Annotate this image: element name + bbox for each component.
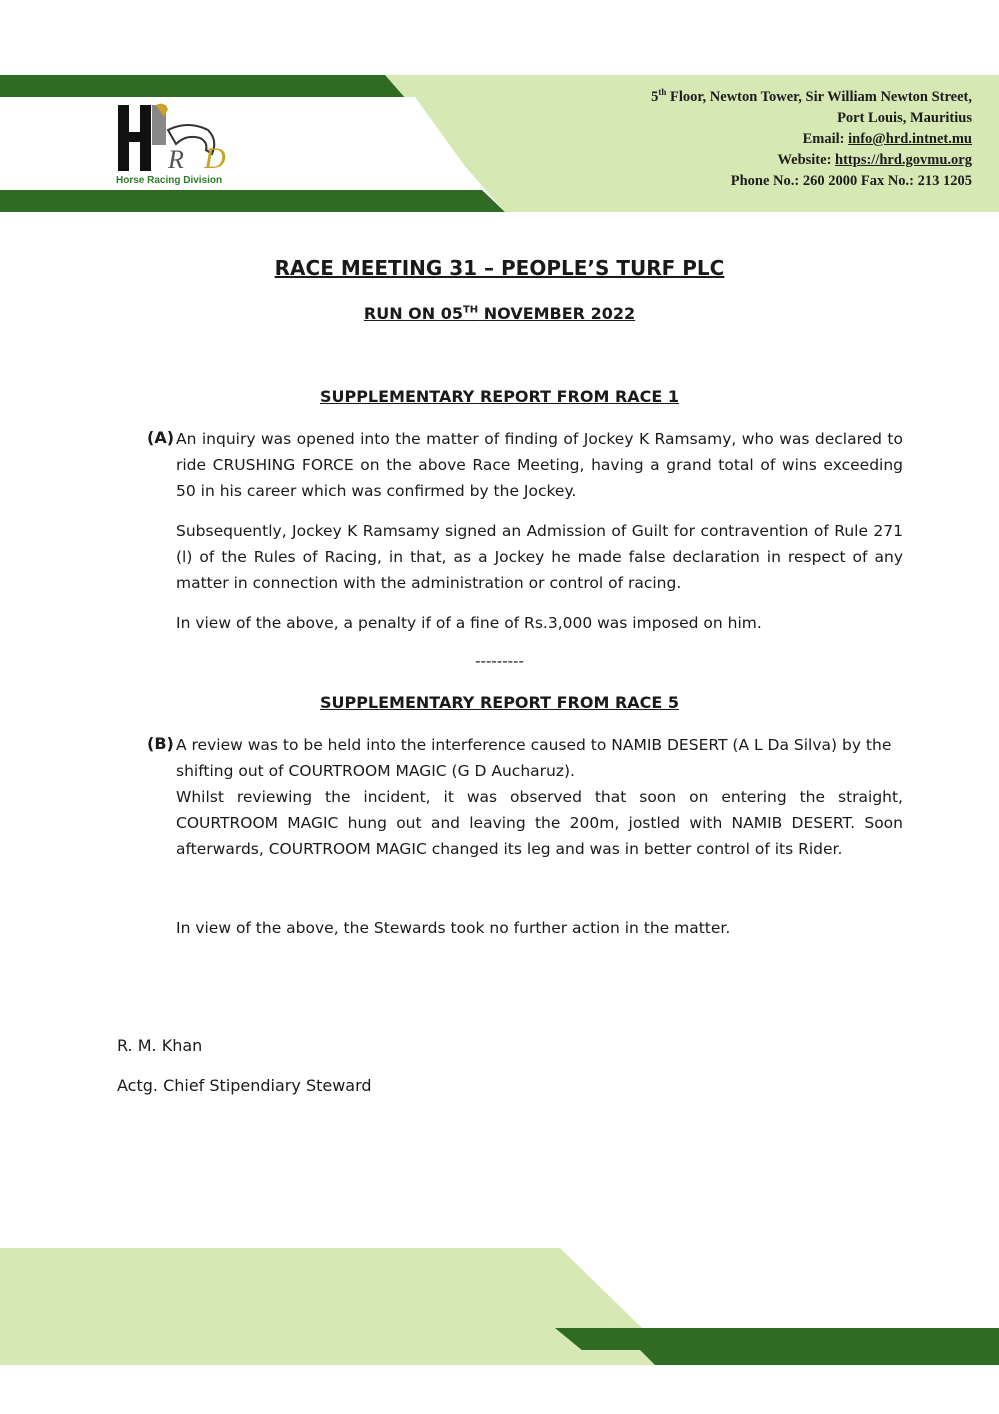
svg-text:R: R — [168, 145, 184, 174]
website-link[interactable]: https://hrd.govmu.org — [835, 151, 972, 168]
item-label-a: (A) — [147, 428, 175, 447]
logo-caption: Horse Racing Division — [116, 175, 223, 186]
address-line-1: 5th Floor, Newton Tower, Sir William Newton Street, — [651, 87, 972, 105]
paragraph-a-1: An inquiry was opened into the matter of finding of Jockey K Ramsamy, who was declared to ride CRUSHING FORCE on the above Race Meeting, having a grand total of wins exceeding 50 in his career which was confirmed by the Jockey. — [176, 430, 903, 500]
email-link[interactable]: info@hrd.intnet.mu — [848, 130, 972, 147]
website-line: Website: https://hrd.govmu.org — [777, 151, 972, 168]
email-line: Email: info@hrd.intnet.mu — [802, 130, 972, 147]
section-heading-race-1: SUPPLEMENTARY REPORT FROM RACE 1 — [319, 387, 680, 406]
paragraph-b-1: A review was to be held into the interference caused to NAMIB DESERT (A L Da Silva) by the shifting out of COURTROOM MAGIC (G D Aucharuz). — [176, 736, 892, 780]
paragraph-a-3: In view of the above, a penalty if of a fine of Rs.3,000 was imposed on him. — [176, 614, 762, 632]
footer-banner — [0, 1230, 999, 1414]
paragraph-a-2: Subsequently, Jockey K Ramsamy signed an Admission of Guilt for contravention of Rule 271 (l) of the Rules of Racing, in that, as a Jockey he made false declaration in respect of any matter in connection with the administration or control of racing. — [176, 522, 903, 592]
paragraph-b-2: Whilst reviewing the incident, it was observed that soon on entering the straight, COURTROOM MAGIC hung out and leaving the 200m, jostled with NAMIB DESERT. Soon afterwards, COURTROOM MAGIC changed its leg and was in better control of its Rider. — [176, 788, 903, 858]
signatory-name: R. M. Khan — [117, 1036, 203, 1055]
signatory-title: Actg. Chief Stipendiary Steward — [117, 1076, 372, 1095]
phone-line: Phone No.: 260 2000 Fax No.: 213 1205 — [730, 172, 972, 189]
section-separator: --------- — [475, 652, 524, 670]
item-label-b: (B) — [147, 734, 174, 753]
svg-text:D: D — [204, 142, 226, 175]
contact-block — [651, 82, 972, 192]
section-heading-race-5: SUPPLEMENTARY REPORT FROM RACE 5 — [319, 693, 680, 712]
address-line-2: Port Louis, Mauritius — [837, 109, 972, 126]
document-title: RACE MEETING 31 – PEOPLE’S TURF PLC — [274, 256, 725, 280]
document-subtitle: RUN ON 05TH NOVEMBER 2022 — [363, 304, 636, 323]
paragraph-b-3: In view of the above, the Stewards took no further action in the matter. — [176, 919, 731, 937]
